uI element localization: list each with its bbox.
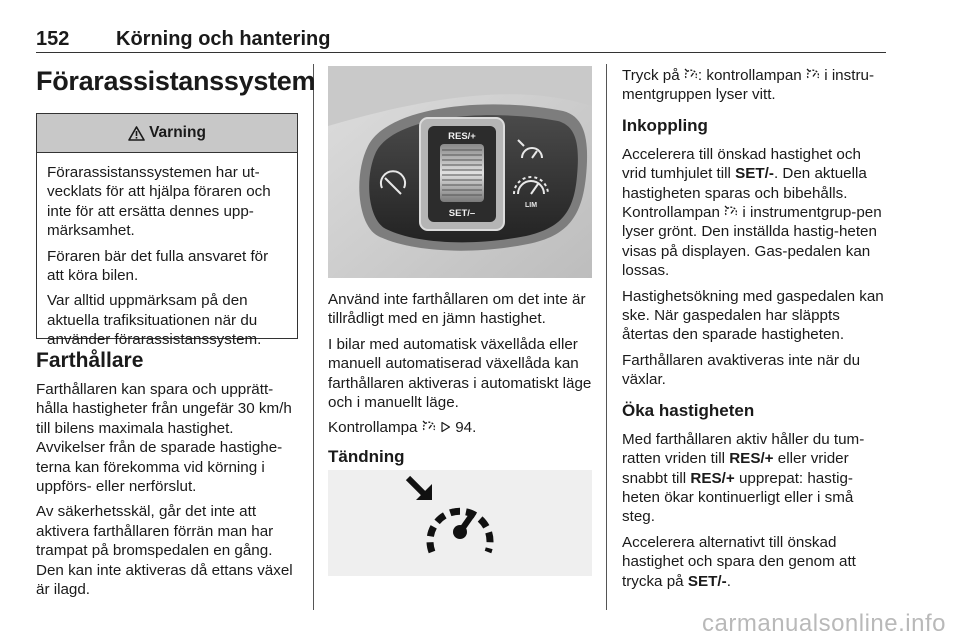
warning-header <box>37 114 297 153</box>
column-divider-right <box>606 64 607 610</box>
cruise-control-icon <box>684 68 698 81</box>
set-minus-label: SET/– <box>448 208 476 219</box>
page-number: 152 <box>36 28 70 50</box>
steering-wheel-controls-image <box>328 66 592 278</box>
cruise-control-icon <box>422 420 436 433</box>
farthallare-heading: Farthållare <box>36 349 144 372</box>
middle-paragraph-2: I bilar med automatisk växellåda eller manuell automatiserad växellåda kan farthållaren aktiveras i automatiskt läge och i manuellt läge. <box>328 335 592 412</box>
farthallare-paragraph-1: Farthållaren kan spara och upprätt-hålla hastigheter från ungefär 30 km/h till bilens maximala hastighet. Avvikelser från de sparade hastighe-terna kan förekomma vid körning i uppförs- eller nerförslut. <box>36 381 292 496</box>
lim-label: LIM <box>524 202 538 209</box>
warning-box <box>36 113 298 349</box>
column-divider-left <box>313 64 314 610</box>
section-title: Förarassistanssystem <box>36 66 316 96</box>
oka-hastigheten-heading: Öka hastigheten <box>622 400 755 420</box>
reference-arrow-icon <box>440 421 451 433</box>
kontrollampa-reference: Kontrollampa 94. <box>328 419 477 437</box>
res-plus-label: RES/+ <box>448 131 476 142</box>
right-column-text <box>622 66 888 597</box>
warning-triangle-icon <box>128 126 145 141</box>
inkoppling-paragraph-2: Hastighetsökning med gaspedalen kan ske. När gaspedalen har släppts återtas den sparade hastigheten. <box>622 287 884 344</box>
left-column-text <box>36 348 300 605</box>
cruise-control-indicator-image <box>328 470 592 576</box>
cruise-control-icon <box>724 205 738 218</box>
warning-paragraph: Var alltid uppmärksam på den aktuella trafiksituationen när du använder förarassistanssystem. <box>47 292 262 349</box>
right-paragraph-1: Tryck på : kontrollampan i instru-mentgruppen lyser vitt. <box>622 67 875 104</box>
oka-paragraph-1: Med farthållaren aktiv håller du tum-ratten vriden till RES/+ eller vrider snabbt till RES/+ upprepat: hastig-heten ökar kontinuerligt eller i små steg. <box>622 430 865 526</box>
warning-paragraph: Förarassistanssystemen har ut-vecklats för att hjälpa föraren och inte för att ersätta dennes upp-märksamhet. <box>47 164 271 240</box>
warning-title: Varning <box>149 124 206 141</box>
header-rule <box>36 52 886 53</box>
tandning-heading: Tändning <box>328 446 405 466</box>
inkoppling-paragraph-3: Farthållaren avaktiveras inte när du växlar. <box>622 351 861 389</box>
farthallare-paragraph-2: Av säkerhetsskäl, går det inte att aktivera farthållaren förrän man har trampat på bromspedalen en gång. Den kan inte aktiveras då ettans växel är ilagd. <box>36 503 293 599</box>
chapter-title: Körning och hantering <box>116 28 331 50</box>
watermark: carmanualsonline.info <box>702 610 946 637</box>
middle-paragraph-1: Använd inte farthållaren om det inte är tillrådligt med en jämn hastighet. <box>328 291 586 328</box>
inkoppling-paragraph-1: Accelerera till önskad hastighet och vrid tumhjulet till SET/-. Den aktuella hastigheten sparas och bibehålls. Kontrollampan i instrumentgrup-pen lyser grönt. Den inställda hastig-heten visas på displayen. Gas-pedalen kan lossas. <box>622 145 882 280</box>
oka-paragraph-2: Accelerera alternativt till önskad hastighet och spara den genom att trycka på SET/-. <box>622 533 856 590</box>
inkoppling-heading: Inkoppling <box>622 115 708 135</box>
cruise-control-icon <box>806 68 820 81</box>
middle-column-text <box>328 290 596 476</box>
warning-paragraph: Föraren bär det fulla ansvaret för att köra bilen. <box>47 247 269 285</box>
warning-body <box>37 153 297 350</box>
